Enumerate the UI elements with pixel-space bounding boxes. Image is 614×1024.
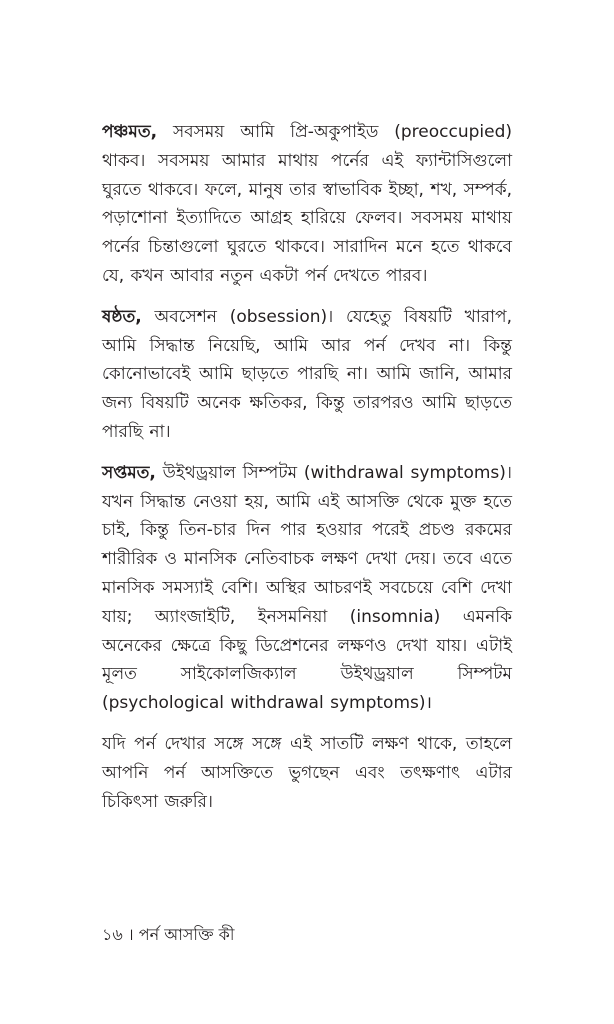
paragraph-lead: পঞ্চমত,: [102, 122, 158, 142]
paragraph-sixth: [102, 303, 512, 447]
paragraph-text: সবসময় আমি প্রি-অকুপাইড (preoccupied) থাকব। সবসময় আমার মাথায় পর্নের এই ফ্যান্টাসিগুলো ঘুরতে থাকবে। ফলে, মানুষ তার স্বাভাবিক ইচ্ছা, শখ, সম্পর্ক, পড়াশোনা ইত্যাদিতে আগ্রহ হারিয়ে ফেলব। সবসময় মাথায় পর্নের চিন্তাগুলো ঘুরতে থাকবে। সারাদিন মনে হতে থাকবে যে, কখন আবার নতুন একটা পর্ন দেখতে পারব।: [102, 122, 512, 286]
paragraph-seventh: [102, 459, 512, 718]
page-body: [102, 118, 512, 828]
paragraph-fifth: [102, 118, 512, 291]
footer-separator: ।: [122, 925, 139, 944]
book-title: পর্ন আসক্তি কী: [138, 925, 235, 944]
page-footer: [102, 923, 234, 947]
paragraph-text: যদি পর্ন দেখার সঙ্গে সঙ্গে এই সাতটি লক্ষণ থাকে, তাহলে আপনি পর্ন আসক্তিতে ভুগছেন এবং তৎক্ষণাৎ এটার চিকিৎসা জরুরি।: [102, 733, 512, 812]
paragraph-conclusion: [102, 730, 512, 816]
paragraph-text: উইথড্রয়াল সিম্পটম (withdrawal symptoms)। যখন সিদ্ধান্ত নেওয়া হয়, আমি এই আসক্তি থেকে মুক্ত হতে চাই, কিন্তু তিন-চার দিন পার হওয়ার পরেই প্রচণ্ড রকমের শারীরিক ও মানসিক নেতিবাচক লক্ষণ দেখা দেয়। তবে এতে মানসিক সমস্যাই বেশি। অস্থির আচরণই সবচেয়ে বেশি দেখা যায়; অ্যাংজাইটি, ইনসমনিয়া (insomnia) এমনকি অনেকের ক্ষেত্রে কিছু ডিপ্রেশনের লক্ষণও দেখা যায়। এটাই মূলত সাইকোলজিক্যাল উইথড্রয়াল সিম্পটম (psychological withdrawal symptoms)।: [102, 462, 512, 714]
paragraph-lead: ষষ্ঠত,: [102, 306, 142, 327]
paragraph-text: অবসেশন (obsession)। যেহেতু বিষয়টি খারাপ, আমি সিদ্ধান্ত নিয়েছি, আমি আর পর্ন দেখব না। কিন্তু কোনোভাবেই আমি ছাড়তে পারছি না। আমি জানি, আমার জন্য বিষয়টি অনেক ক্ষতিকর, কিন্তু তারপরও আমি ছাড়তে পারছি না।: [102, 306, 512, 442]
page-number: ১৬: [102, 925, 123, 944]
paragraph-lead: সপ্তমত,: [102, 462, 156, 483]
